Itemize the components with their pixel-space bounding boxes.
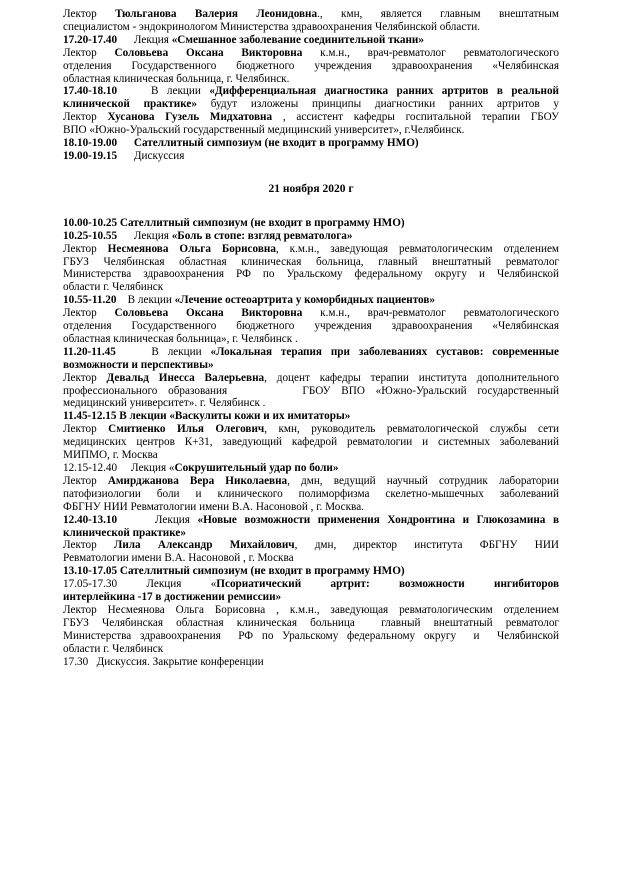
bold-text: «Дифференциальная диагностика ранних артритов в реальной bbox=[209, 85, 559, 98]
text-line bbox=[63, 34, 559, 47]
text-line bbox=[63, 617, 559, 630]
text: Лектор bbox=[63, 111, 108, 124]
bold-text: возможности и перспективы» bbox=[63, 358, 214, 371]
text: Лекция bbox=[117, 513, 198, 526]
text: , кмн, руководитель ревматологической службы сети bbox=[264, 423, 559, 436]
text: к.м.н., врач-ревматолог ревматологического bbox=[302, 307, 559, 320]
text: ., кмн, является главным внештатным bbox=[317, 8, 559, 20]
text-line bbox=[63, 436, 559, 449]
text-line bbox=[63, 604, 559, 617]
bold-text: «Смешанное заболевание соединительной ткани» bbox=[171, 33, 424, 46]
program-entry bbox=[63, 85, 559, 137]
text: отделения Государственного бюджетного учреждения здравоохранения «Челябинская bbox=[63, 320, 559, 333]
text-line bbox=[63, 21, 559, 34]
text: МИПМО, г. Москва bbox=[63, 449, 158, 462]
program-entry bbox=[63, 230, 559, 243]
bold-text: Хусанова Гузель Мидхатовна bbox=[107, 111, 273, 124]
text-line bbox=[63, 111, 559, 124]
document-page bbox=[63, 8, 559, 669]
bold-text: «Боль в стопе: взгляд ревматолога» bbox=[171, 229, 353, 242]
program-entry bbox=[63, 565, 559, 578]
program-entry bbox=[63, 217, 559, 230]
program-entry bbox=[63, 243, 559, 295]
bold-text: интерлейкина -17 в достижении ремиссии» bbox=[63, 591, 282, 604]
text: Лектор bbox=[63, 307, 115, 320]
text-line bbox=[63, 539, 559, 552]
bold-text: Лила Александр Михайлович bbox=[113, 539, 295, 552]
text: патофизиологии боли и клинического полиморфизма скелетно-мышечных заболеваний bbox=[63, 487, 559, 500]
text-line bbox=[63, 656, 559, 669]
bold-text: 12.40-13.10 bbox=[63, 513, 118, 526]
text-line bbox=[63, 372, 559, 385]
text-line bbox=[63, 527, 559, 540]
bold-text: 10.25-10.55 bbox=[63, 229, 118, 242]
text-line bbox=[63, 488, 559, 501]
text-line bbox=[63, 230, 559, 243]
text-line bbox=[63, 98, 559, 111]
bold-text: Соловьева Оксана Викторовна bbox=[114, 307, 303, 320]
text-line bbox=[63, 281, 559, 294]
bold-text: Амирджанова Вера Николаевна bbox=[107, 474, 288, 487]
program-entry bbox=[63, 462, 559, 475]
text-line bbox=[63, 307, 559, 320]
text-line bbox=[63, 385, 559, 398]
bold-text: 11.45-12.15 В лекции «Васкулиты кожи и их имитаторы» bbox=[63, 410, 351, 423]
program-entry bbox=[63, 137, 559, 150]
program-entry bbox=[63, 34, 559, 47]
text: 17.30 Дискуссия. Закрытие конференции bbox=[63, 655, 264, 668]
text-line bbox=[63, 423, 559, 436]
text: , дмн, ведущий научный сотрудник лаборатории bbox=[287, 474, 559, 487]
text: медицинский университет». г. Челябинск . bbox=[63, 397, 266, 410]
program-entry bbox=[63, 372, 559, 411]
text: ГБУЗ Челябинская областная клиническая больница, главный внештатный ревматолог bbox=[63, 255, 559, 268]
text: специалистом - эндокринологом Министерства здравоохранения Челябинской области. bbox=[63, 20, 480, 33]
bold-text: Сокрушительный удар по боли» bbox=[174, 462, 339, 474]
text: медицинских центров К+31, заведующий кафедрой ревматологии и системных заболеваний bbox=[63, 436, 559, 449]
program-entry bbox=[63, 604, 559, 656]
text: области г. Челябинск bbox=[63, 281, 164, 294]
text-line bbox=[63, 8, 559, 21]
text: , дмн, директор института ФБГНУ НИИ bbox=[294, 539, 559, 552]
program-entry bbox=[63, 578, 559, 604]
text: Лектор bbox=[63, 371, 107, 384]
text: Лектор Несмеянова Ольга Борисовна , к.м.н., заведующая ревматологическим отделением bbox=[63, 603, 559, 616]
text-line bbox=[63, 578, 559, 591]
text: области г. Челябинск bbox=[63, 642, 164, 655]
text-line bbox=[63, 410, 559, 423]
text: В лекции bbox=[116, 294, 175, 307]
text: Лектор bbox=[63, 423, 109, 436]
text: Лектор bbox=[63, 242, 108, 255]
text-line bbox=[63, 294, 559, 307]
bold-text: Псориатический артрит: возможности ингибиторов bbox=[216, 578, 559, 591]
program-entry bbox=[63, 307, 559, 346]
text-line bbox=[63, 124, 559, 137]
text: , ассистент кафедры госпитальной терапии ГБОУ bbox=[272, 111, 560, 124]
text-line bbox=[63, 591, 559, 604]
text-line bbox=[63, 85, 559, 98]
program-entry bbox=[63, 410, 559, 423]
text-line bbox=[63, 359, 559, 372]
bold-text: 17.20-17.40 bbox=[63, 33, 118, 46]
text: Ревматологии имени В.А. Насоновой , г. Москва bbox=[63, 552, 294, 565]
text: В лекции bbox=[115, 345, 211, 358]
bold-text: клинической практике» bbox=[63, 526, 186, 539]
text: Лекция bbox=[117, 33, 172, 46]
text: областная клиническая больница», г. Челябинск . bbox=[63, 332, 298, 345]
text: Дискуссия bbox=[117, 149, 185, 162]
program-entry bbox=[63, 150, 559, 163]
bold-text: 10.00-10.25 Сателлитный симпозиум (не входит в программу НМО) bbox=[63, 216, 405, 229]
text-line bbox=[63, 256, 559, 269]
bold-text: Тюльганова Валерия Леонидовна bbox=[115, 8, 318, 20]
text: , к.м.н., заведующая ревматологическим отделением bbox=[275, 242, 559, 255]
bold-text: Сателлитный симпозиум (не входит в программу НМО) bbox=[133, 137, 419, 150]
text: Лекция bbox=[117, 229, 172, 242]
text-line bbox=[63, 217, 559, 230]
bold-text: 10.55-11.20 bbox=[63, 294, 117, 307]
day2-program bbox=[63, 217, 559, 669]
text-line bbox=[63, 397, 559, 410]
text-line bbox=[63, 449, 559, 462]
text-line bbox=[63, 73, 559, 86]
text: к.м.н., врач-ревматолог ревматологического bbox=[302, 46, 559, 59]
bold-text: «Новые возможности применения Хондронтина и Глюкозамина в bbox=[197, 513, 559, 526]
text: Министерства здравоохранения РФ по Уральскому федеральному округу и Челябинской bbox=[63, 629, 559, 642]
program-entry bbox=[63, 346, 559, 372]
day1-program bbox=[63, 8, 559, 163]
text-line bbox=[63, 630, 559, 643]
bold-text: Смитиенко Илья Олегович bbox=[108, 423, 265, 436]
program-entry bbox=[63, 475, 559, 514]
text: отделения Государственного бюджетного учреждения здравоохранения «Челябинская bbox=[63, 59, 559, 72]
text: Лектор bbox=[63, 46, 115, 59]
text-line bbox=[63, 643, 559, 656]
text: В лекции bbox=[117, 85, 210, 98]
text-line bbox=[63, 565, 559, 578]
text-line bbox=[63, 346, 559, 359]
text-line bbox=[63, 333, 559, 346]
text: ВПО «Южно-Уральский государственный медицинский университет», г.Челябинск. bbox=[63, 124, 465, 137]
text: Лектор bbox=[63, 539, 114, 552]
text: Лектор bbox=[63, 474, 108, 487]
program-entry bbox=[63, 539, 559, 565]
text-line bbox=[63, 501, 559, 514]
text: ГБУЗ Челябинская областная клиническая больница главный внештатный ревматолог bbox=[63, 616, 559, 629]
bold-text: «Лечение остеоартрита у коморбидных пациентов» bbox=[174, 294, 435, 307]
text-line bbox=[63, 47, 559, 60]
program-entry bbox=[63, 47, 559, 86]
text: , доцент кафедры терапии института дополнительного bbox=[264, 371, 559, 384]
text: 12.15-12.40 Лекция « bbox=[63, 462, 175, 474]
bold-text: 13.10-17.05 Сателлитный симпозиум (не входит в программу НМО) bbox=[63, 565, 405, 578]
text: профессионального образования ГБОУ ВПО «Южно-Уральский государственный bbox=[63, 384, 559, 397]
bold-text: Соловьева Оксана Викторовна bbox=[114, 46, 303, 59]
bold-text: Девальд Инесса Валерьевна bbox=[106, 371, 265, 384]
text bbox=[117, 137, 134, 149]
text: ФБГНУ НИИ Ревматологии имени В.А. Насоновой , г. Москва. bbox=[63, 500, 364, 513]
program-entry bbox=[63, 656, 559, 669]
program-entry bbox=[63, 423, 559, 462]
bold-text: «Локальная терапия при заболеваниях суставов: современные bbox=[210, 345, 559, 358]
text-line bbox=[63, 150, 559, 163]
text: 17.05-17.30 Лекция « bbox=[63, 578, 217, 591]
text: областная клиническая больница, г. Челябинск. bbox=[63, 72, 290, 85]
bold-text: 18.10-19.00 bbox=[63, 137, 118, 150]
text-line bbox=[63, 243, 559, 256]
text: Лектор bbox=[63, 8, 116, 20]
text: будут изложены принципы диагностики ранних артритов у bbox=[196, 98, 560, 111]
bold-text: 19.00-19.15 bbox=[63, 149, 118, 162]
bold-text: 11.20-11.45 bbox=[63, 345, 116, 358]
date-heading: 21 ноября 2020 г bbox=[268, 182, 354, 195]
text-line bbox=[63, 60, 559, 73]
text-line bbox=[63, 137, 559, 150]
text-line bbox=[63, 268, 559, 281]
text-line bbox=[63, 320, 559, 333]
text-line bbox=[63, 462, 559, 475]
program-entry bbox=[63, 8, 559, 34]
text: Министерства здравоохранения РФ по Уральскому федеральному округу и Челябинской bbox=[63, 268, 559, 281]
text-line bbox=[63, 475, 559, 488]
program-entry bbox=[63, 514, 559, 540]
text-line bbox=[63, 514, 559, 527]
program-entry bbox=[63, 294, 559, 307]
bold-text: Несмеянова Ольга Борисовна bbox=[107, 242, 276, 255]
text-line bbox=[63, 552, 559, 565]
bold-text: 17.40-18.10 bbox=[63, 85, 118, 98]
bold-text: клинической практике» bbox=[63, 98, 197, 111]
